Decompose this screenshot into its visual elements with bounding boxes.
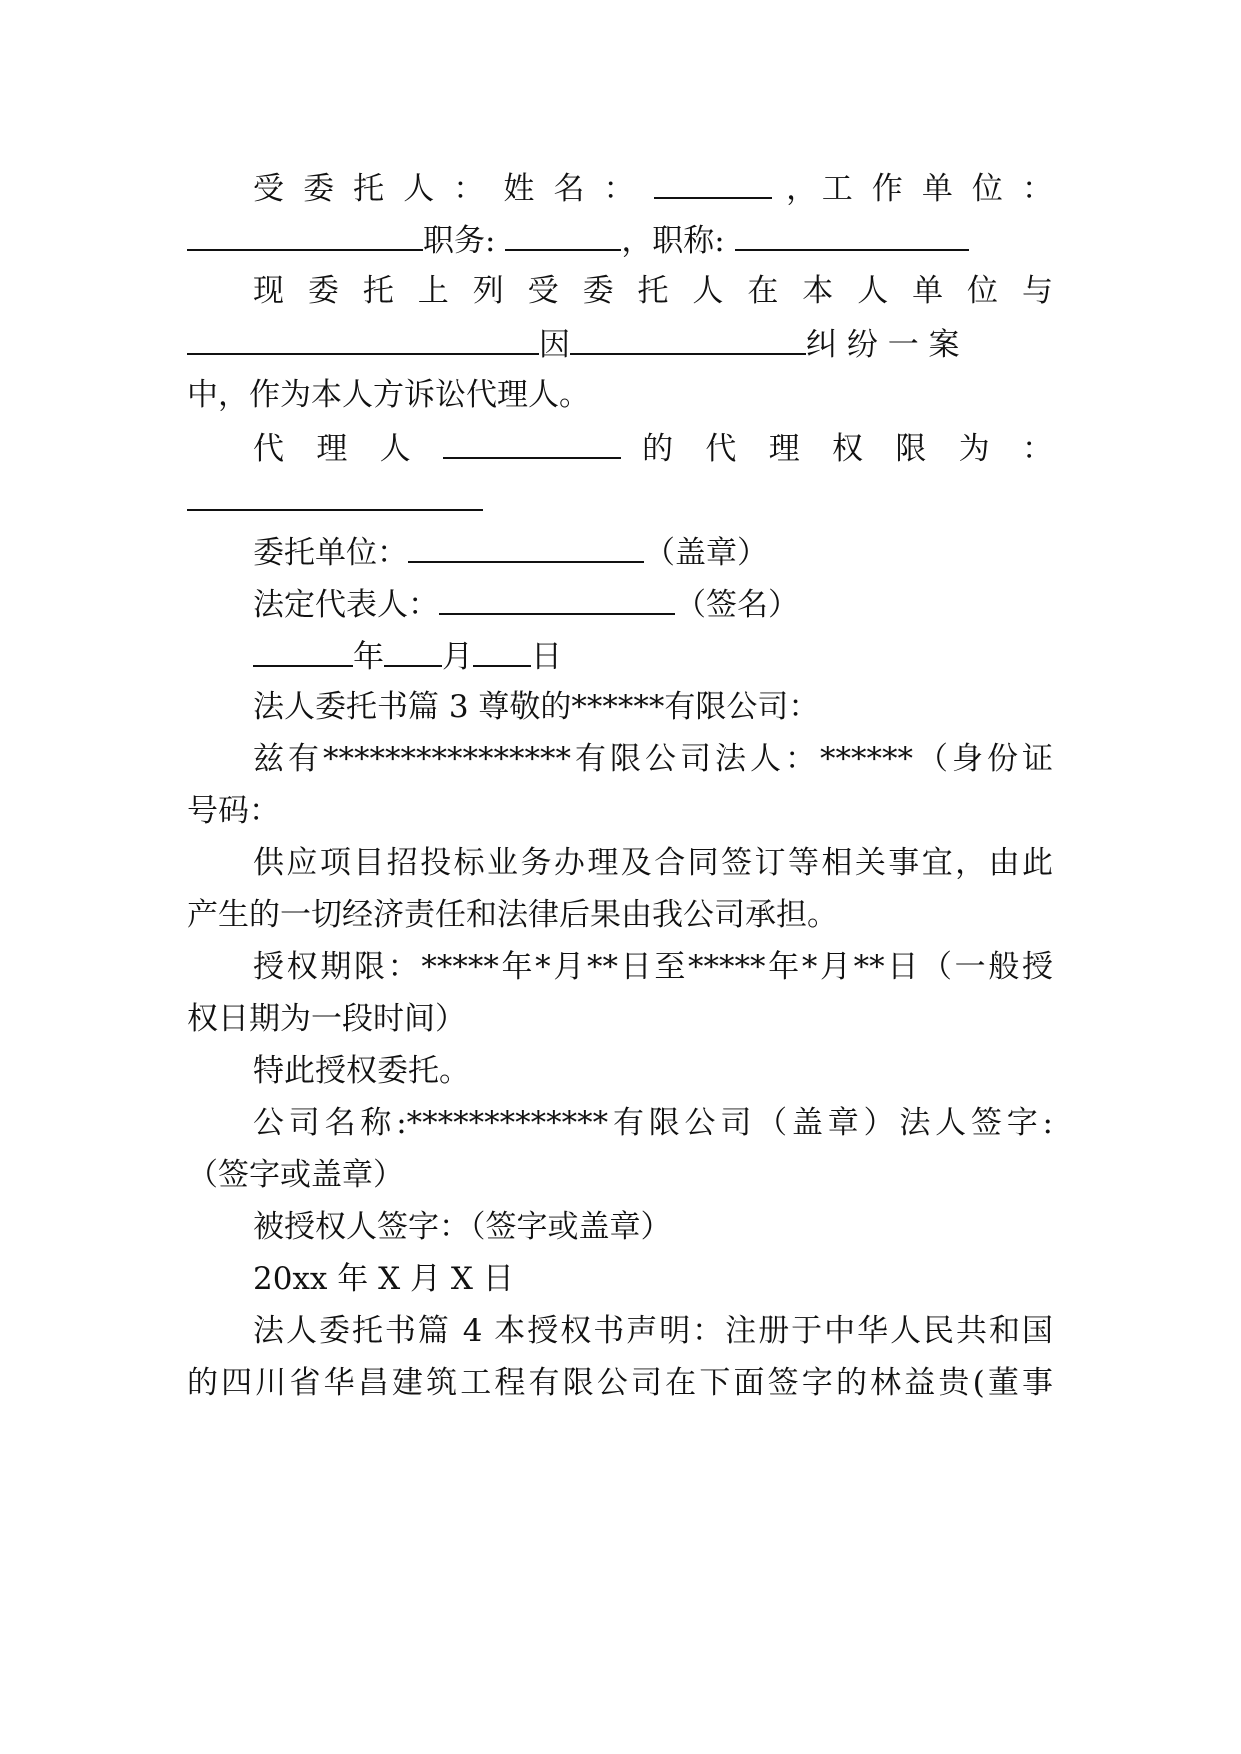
authority-label: 的 代 理 权 限 为 ： <box>642 431 1054 467</box>
position-label: 职务: <box>423 223 496 259</box>
seal-label: （盖章） <box>644 535 768 571</box>
hereby-authorize-line: 特此授权委托。 <box>253 1053 470 1089</box>
trustee-name-workplace-line <box>253 167 1053 207</box>
date-line: 20xx 年 X 月 X 日 <box>253 1261 514 1297</box>
signature-label: （签名） <box>675 587 799 623</box>
entrust-line-1: 现 委 托 上 列 受 委 托 人 在 本 人 单 位 与 <box>253 273 1053 309</box>
dispute-line <box>187 323 1053 363</box>
company-name-line: 公司名称:*************有限公司（盖章）法人签字: <box>253 1105 1053 1141</box>
workplace-blank <box>187 219 423 251</box>
entrusting-unit-blank <box>408 531 644 563</box>
authority-blank-line <box>187 479 1053 519</box>
year-label: 年 <box>353 639 384 675</box>
legal-rep-blank <box>439 583 675 615</box>
agent-blank <box>443 427 621 459</box>
entrusting-unit-label: 委托单位： <box>253 535 408 571</box>
day-label: 日 <box>531 639 562 675</box>
sign-or-seal-line: （签字或盖章） <box>187 1157 404 1193</box>
liability-line: 产生的一切经济责任和法律后果由我公司承担。 <box>187 897 838 933</box>
agent-authority-line <box>253 427 1053 467</box>
legal-rep-line <box>253 583 1053 623</box>
name-blank <box>654 167 772 199</box>
dispute-case-label: 纠 纷 一 案 <box>806 327 960 363</box>
agent-label: 代 理 人 <box>253 431 422 467</box>
cause-blank <box>570 323 806 355</box>
date-blank-line <box>253 635 1053 675</box>
workplace-label: ，工 作 单 位 ： <box>786 171 1053 207</box>
period-note-line: 权日期为一段时间） <box>187 1001 466 1037</box>
month-label: 月 <box>442 639 473 675</box>
month-blank <box>384 635 442 667</box>
authorized-person-line: 被授权人签字：（签字或盖章） <box>253 1209 672 1245</box>
bidding-line: 供应项目招投标业务办理及合同签订等相关事宜，由此 <box>253 845 1053 881</box>
position-title-line <box>187 219 1053 259</box>
title-label: ，职称: <box>621 223 725 259</box>
title-blank <box>735 219 969 251</box>
id-number-line: 号码： <box>187 793 280 829</box>
section-3-heading: 法人委托书篇 3 尊敬的******有限公司： <box>253 689 820 725</box>
section-4-heading: 法人委托书篇 4 本授权书声明：注册于中华人民共和国 <box>253 1313 1053 1349</box>
party-blank <box>187 323 539 355</box>
trustee-name-label: 受 委 托 人 ： 姓 名 ： <box>253 171 640 207</box>
authorization-period-line: 授权期限：*****年*月**日至*****年*月**日（一般授 <box>253 949 1053 985</box>
legal-rep-label: 法定代表人： <box>253 587 439 623</box>
company-declaration-line: 的四川省华昌建筑工程有限公司在下面签字的林益贵(董事 <box>187 1365 1053 1401</box>
entrusting-unit-line <box>253 531 1053 571</box>
cause-label: 因 <box>539 327 570 363</box>
legal-person-line: 兹有****************有限公司法人：******（身份证 <box>253 741 1053 777</box>
year-blank <box>253 635 353 667</box>
position-blank <box>505 219 621 251</box>
authority-blank <box>187 479 483 511</box>
day-blank <box>473 635 531 667</box>
agent-role-line: 中，作为本人方诉讼代理人。 <box>187 377 590 413</box>
